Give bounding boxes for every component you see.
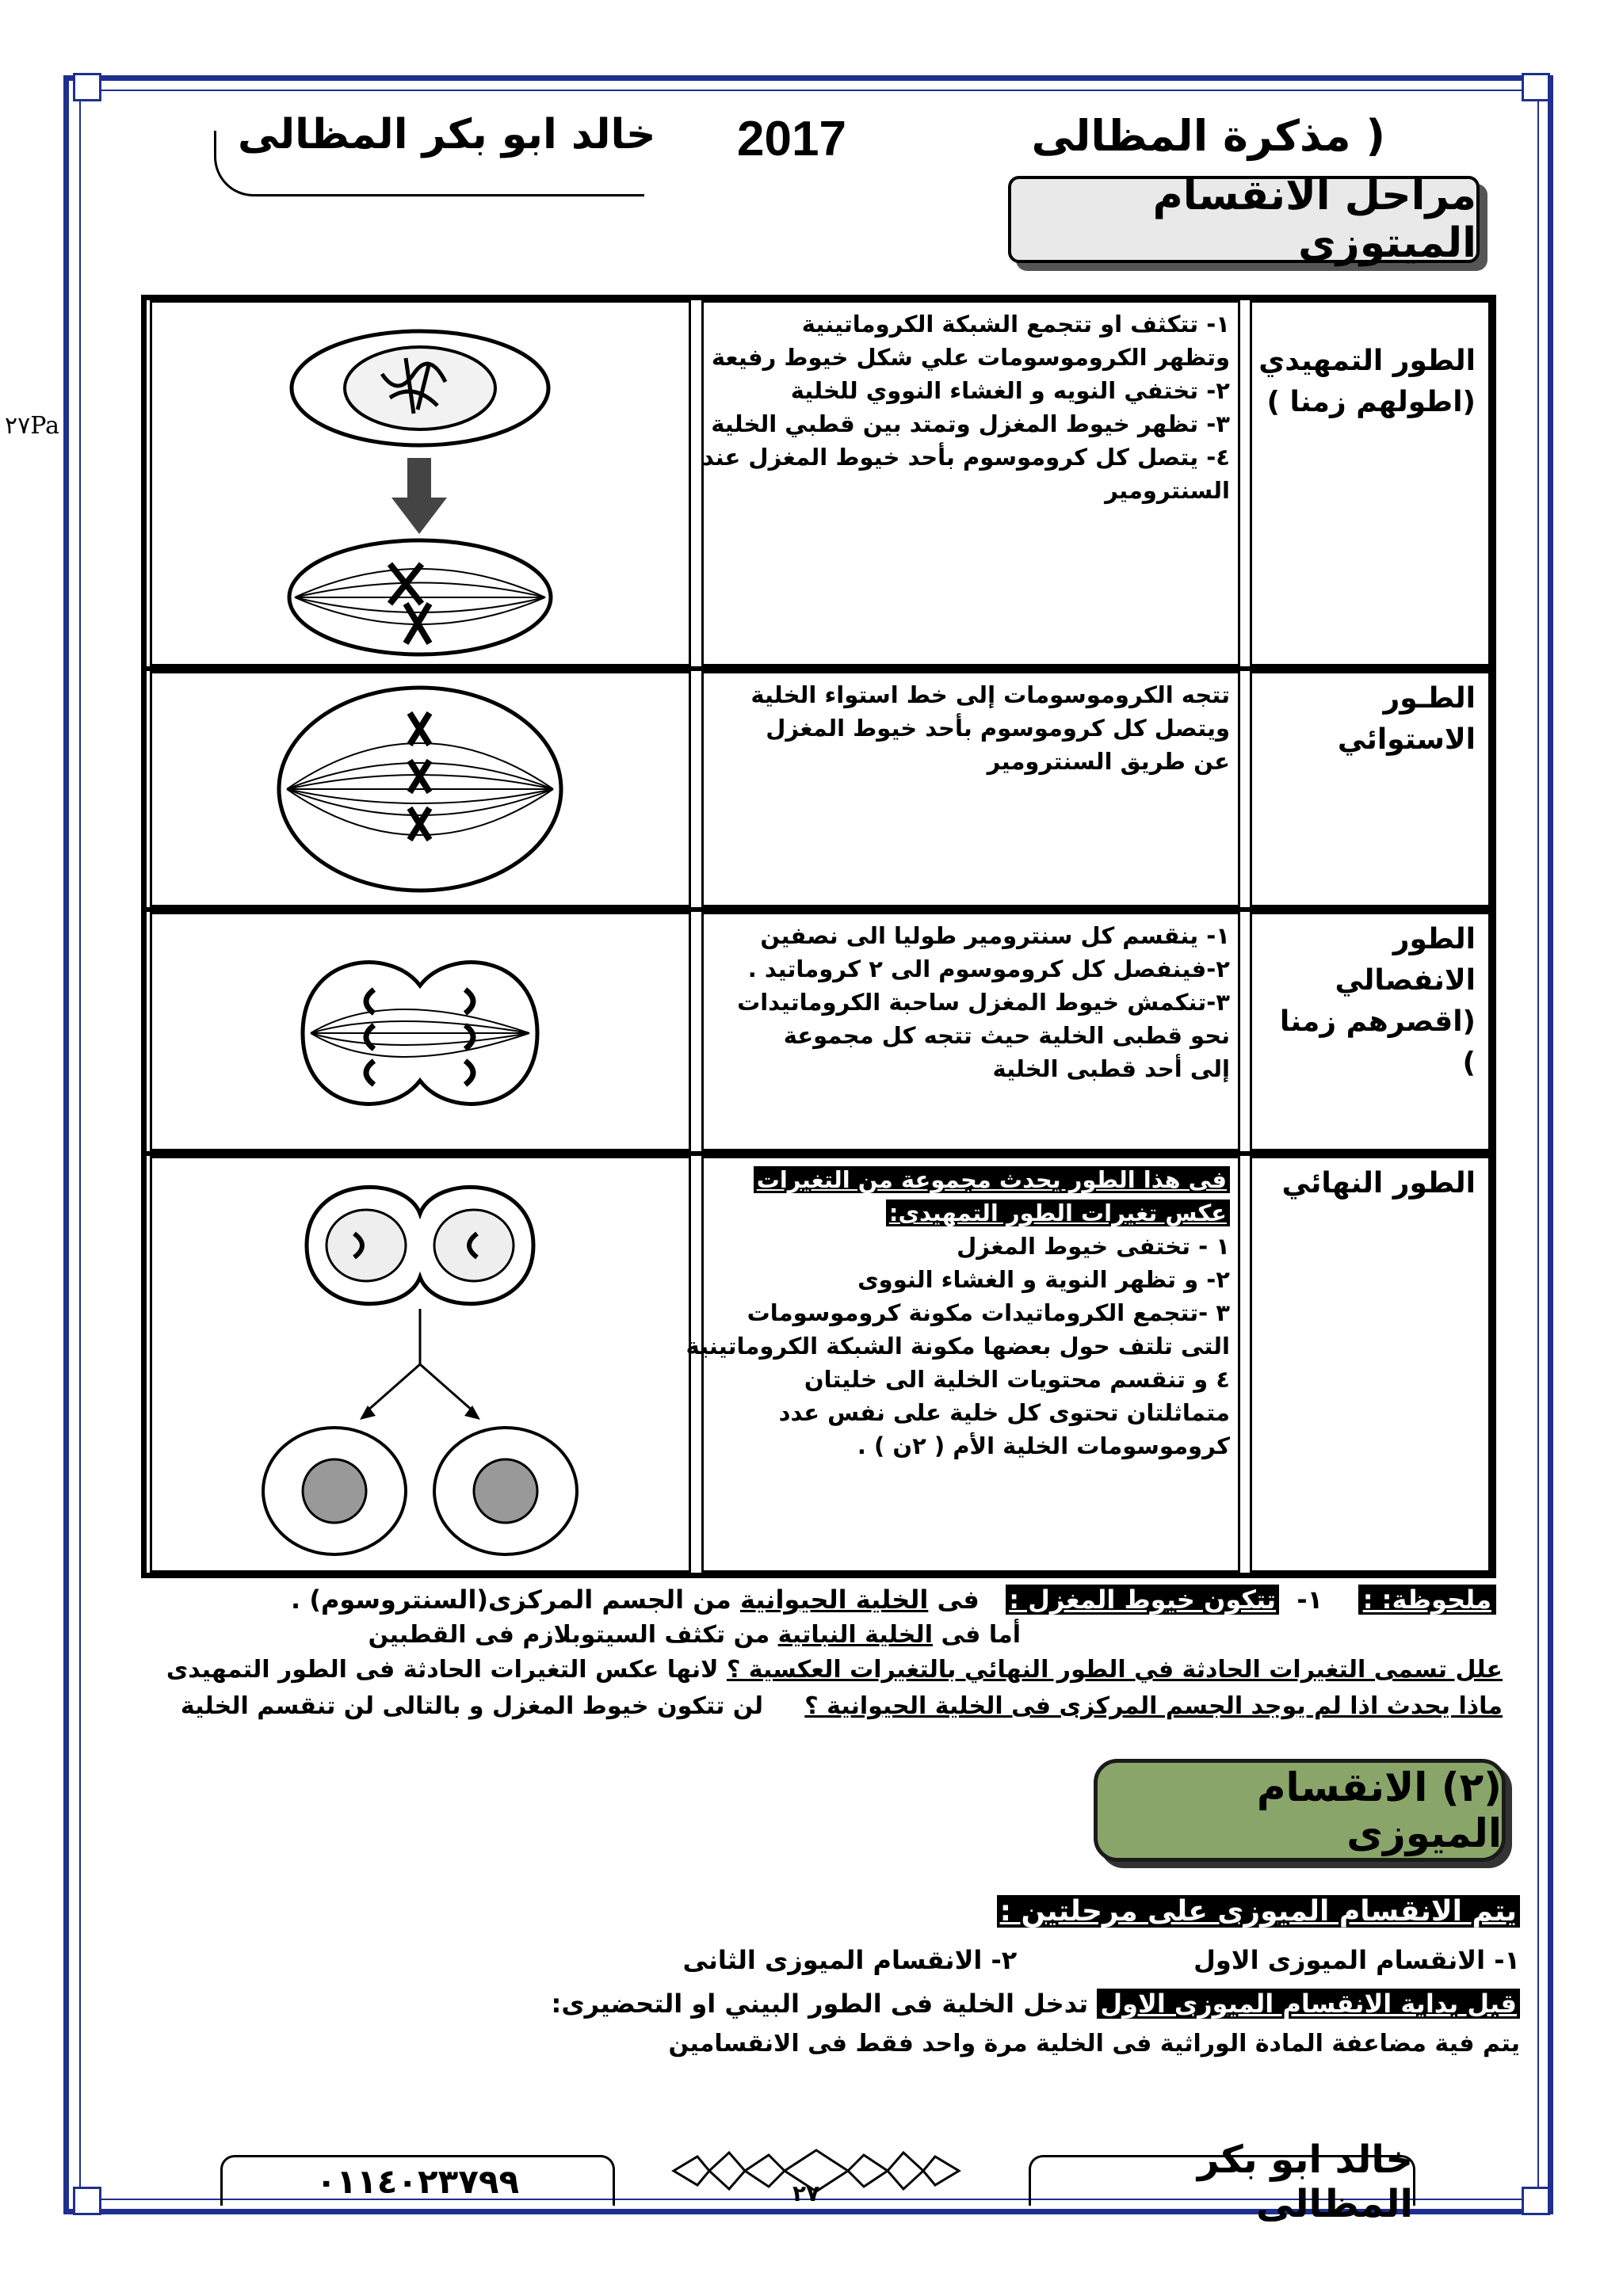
metaphase-line: ويتصل كل كروموسوم بأحد خيوط المغزل (766, 715, 1230, 742)
question-2 (181, 1692, 1503, 1720)
metaphase-diagram (152, 673, 688, 905)
frame-corner (73, 2187, 101, 2215)
meiosis-phases (682, 1945, 1520, 1975)
footer-phone: ٠١١٤٠٢٣٧٩٩ (220, 2155, 615, 2206)
telophase-line: كروموسومات الخلية الأم ( ٢ن ) . (857, 1432, 1230, 1459)
prophase-name-cell (1250, 300, 1491, 666)
animal-cell-term: الخلية الحيوانية (739, 1585, 929, 1615)
frame-corner (1522, 73, 1550, 101)
note-text: أما فى (941, 1621, 1021, 1649)
anaphase-line: ١- ينقسم كل سنترومير طوليا الى نصفين (760, 922, 1230, 949)
note-number: ١- (1296, 1585, 1323, 1615)
table-row-telophase (147, 1156, 1491, 1573)
telophase-line: متماثلتان تحتوى كل خلية على نفس عدد (778, 1399, 1230, 1426)
metaphase-line: تتجه الكروموسومات إلى خط استواء الخلية (750, 681, 1230, 708)
telophase-line: ٤ و تنقسم محتويات الخلية الى خليتان (804, 1366, 1230, 1393)
duplication-line: يتم فية مضاعفة المادة الوراثية فى الخلية مرة واحد فقط فى الانقسامين (668, 2030, 1520, 2058)
metaphase-description (701, 671, 1240, 907)
anaphase-description (701, 912, 1240, 1151)
answer-text: لن تتكون خيوط المغزل و بالتالى لن تنقسم الخلية (180, 1692, 764, 1720)
anaphase-illustration (150, 912, 691, 1151)
telophase-line: التى تلتف حول بعضها مكونة الشبكة الكروماتينية (685, 1333, 1230, 1360)
telophase-line: ٢- و تظهر النوية و الغشاء النووى (857, 1266, 1230, 1293)
anaphase-line: ٣-تنكمش خيوط المغزل ساحبة الكروماتيدات (737, 989, 1230, 1016)
prophase-line: ١- تتكثف او تتجمع الشبكة الكروماتينية (801, 311, 1230, 338)
footer-author: خالد ابو بكر المظالى (1029, 2155, 1415, 2206)
note-line-2 (369, 1621, 1021, 1649)
telophase-intro: عكس تغيرات الطور التمهيدى: (886, 1199, 1230, 1226)
metaphase-line: عن طريق السنترومير (987, 748, 1230, 775)
meiosis-phases-heading (997, 1895, 1520, 1928)
stage-name: الطـور الاستوائي (1337, 682, 1476, 756)
prophase-line: ٣- تظهر خيوط المغزل وتمتد بين قطبي الخلية (711, 410, 1230, 437)
anaphase-line: نحو قطبى الخلية حيث تتجه كل مجموعة (783, 1022, 1230, 1049)
telophase-line: ١ - تختفى خيوط المغزل (957, 1233, 1230, 1260)
telophase-description (685, 1156, 1240, 1573)
prophase-line: ٤- يتصل كل كروموسوم بأحد خيوط المغزل عند (701, 444, 1230, 471)
prophase-line: وتظهر الكروموسومات علي شكل خيوط رفيعة (711, 344, 1230, 371)
note-text: فى (937, 1585, 980, 1615)
section-title-meiosis: (٢) الانقسام الميوزى (1094, 1759, 1506, 1862)
note-text: من تكثف السيتوبلازم فى القطبين (368, 1621, 770, 1649)
meiosis-phase-2: ٢- الانقسام الميوزى الثانى (682, 1945, 1018, 1975)
metaphase-illustration (150, 671, 691, 907)
anaphase-line: إلى أحد قطبى الخلية (992, 1055, 1230, 1082)
stage-name: الطور الانفصالي (1335, 923, 1476, 997)
metaphase-name-cell (1250, 671, 1491, 907)
prophase-line: ٢- تختفي النويه و الغشاء النووي للخلية (790, 377, 1230, 404)
note-label: ملحوظة: : (1358, 1585, 1496, 1615)
prophase-illustration (150, 300, 691, 666)
anaphase-diagram (152, 914, 688, 1149)
before-meiosis-line (552, 1989, 1520, 2019)
before-meiosis-label: قبل بداية الانقسام الميوزى الاول (1097, 1989, 1520, 2019)
table-row-metaphase (147, 671, 1491, 907)
frame-corner (73, 73, 101, 101)
section-title-mitosis: مراحل الانقسام الميتوزى (1008, 176, 1480, 263)
stage-duration-note: (اطولهم زمنا ) (1266, 386, 1476, 418)
anaphase-line: ٢-فينفصل كل كروموسوم الى ٢ كروماتيد . (747, 955, 1230, 982)
page-number: ٢٧ (792, 2180, 820, 2206)
note-line-1 (291, 1585, 1496, 1615)
question-1 (166, 1656, 1503, 1684)
plant-cell-term: الخلية النباتية (777, 1621, 933, 1649)
frame-corner (1522, 2187, 1550, 2215)
stage-name: الطور النهائي (1281, 1167, 1476, 1199)
question-text: ماذا يحدث اذا لم يوجد الجسم المركزى فى الخلية الحيوانية ؟ (804, 1692, 1503, 1720)
stage-name: الطور التمهيدي (1258, 345, 1476, 377)
note-text: من الجسم المركزى(السنتروسوم) . (291, 1585, 731, 1615)
memo-title: ( مذكرة المظالى (1031, 111, 1385, 161)
prophase-diagram (152, 303, 688, 664)
stage-duration-note: (اقصرهم زمنا ) (1279, 1005, 1476, 1079)
telophase-name-cell (1250, 1156, 1491, 1573)
before-meiosis-text: تدخل الخلية فى الطور البيني او التحضيرى: (551, 1989, 1089, 2019)
telophase-intro: فى هذا الطور يحدث مجموعة من التغيرات (754, 1166, 1230, 1193)
table-row-prophase (147, 300, 1491, 666)
telophase-illustration (150, 1156, 691, 1573)
year: 2017 (737, 112, 846, 166)
meiosis-phases-heading-text: يتم الانقسام الميوزى على مرحلتين : (997, 1895, 1520, 1928)
mitosis-stages-table (141, 295, 1496, 1578)
question-text: علل تسمى التغيرات الحادثة في الطور النهائي بالتغيرات العكسية ؟ (726, 1656, 1503, 1684)
answer-text: لانها عكس التغيرات الحادثة فى الطور التمهيدى (166, 1656, 719, 1684)
prophase-line: السنترومير (1105, 477, 1230, 504)
margin-page-label: ٢٧Pa (5, 412, 59, 440)
telophase-diagram (152, 1158, 688, 1570)
anaphase-name-cell (1250, 912, 1491, 1151)
spindle-heading: تتكون خيوط المغزل : (1006, 1585, 1279, 1615)
author-name: خالد ابو بكر المظالى (238, 111, 656, 158)
telophase-line: ٣ -تتجمع الكروماتيدات مكونة كروموسومات (747, 1299, 1230, 1326)
table-row-anaphase (147, 912, 1491, 1151)
prophase-description (701, 300, 1240, 666)
meiosis-phase-1: ١- الانقسام الميوزى الاول (1193, 1945, 1520, 1975)
